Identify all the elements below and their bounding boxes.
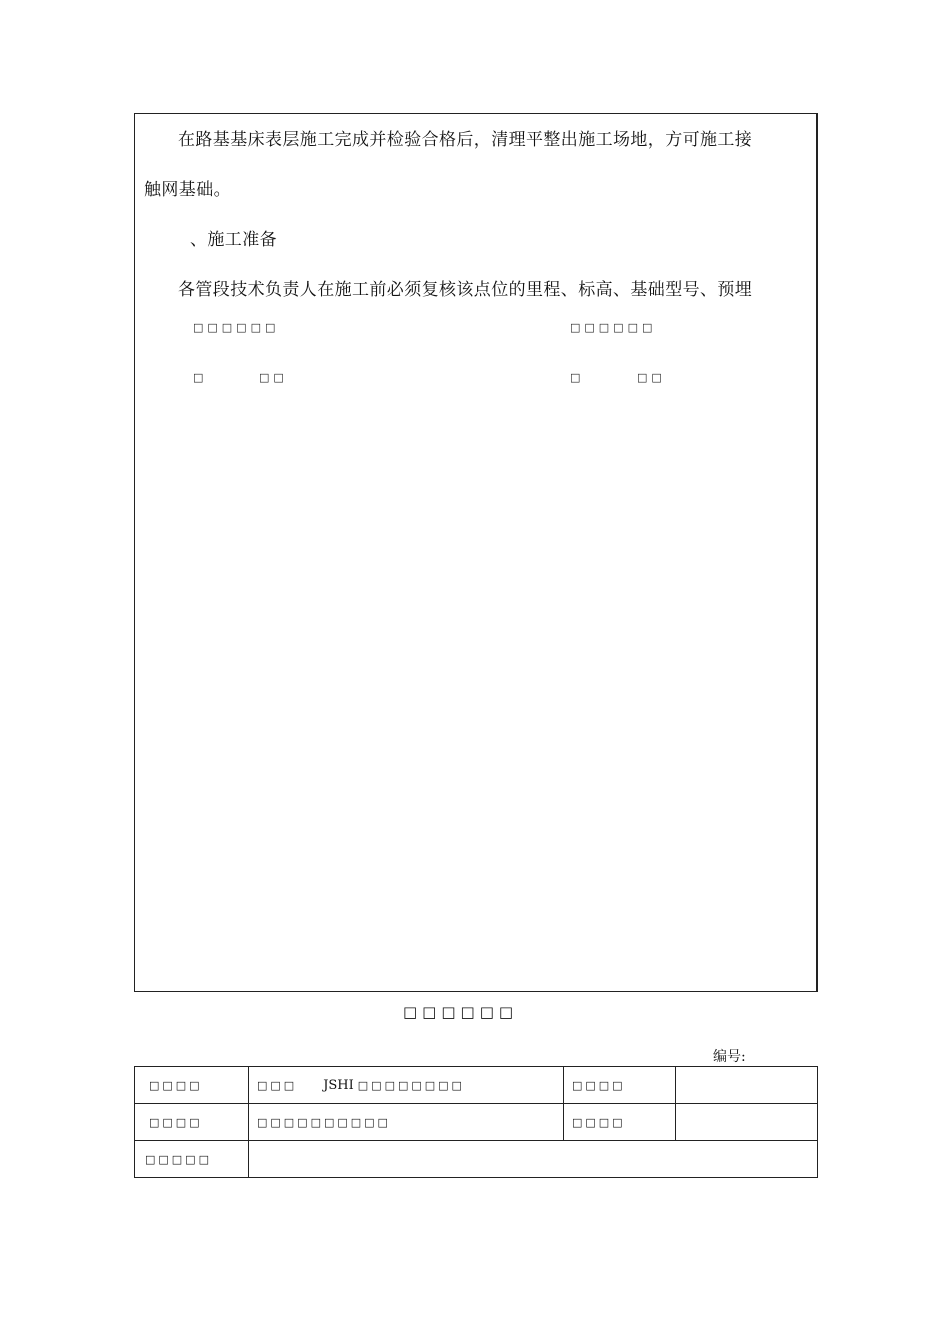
row1-label-2: □□□□ (564, 1067, 676, 1104)
row3-label: □□□□□ (135, 1141, 249, 1178)
form-title: □□□□□□ (403, 1003, 519, 1021)
row1-label: □□□□ (135, 1067, 249, 1104)
info-table (134, 1066, 818, 1178)
form-number-label: 编号: (713, 1049, 746, 1065)
table-row (135, 1067, 818, 1104)
section-heading: 、施工准备 (190, 230, 277, 250)
paragraph-1-line-2: 触网基础。 (144, 180, 231, 200)
row1-value-prefix: □□□ (257, 1078, 298, 1092)
row2-label: □□□□ (135, 1104, 249, 1141)
row1-value-suffix: □□□□□□□□ (357, 1078, 465, 1092)
row3-value (249, 1141, 818, 1178)
sign-left-date-b: □□ (259, 371, 288, 384)
sign-left-date-a: □ (193, 371, 208, 384)
row2-label-2: □□□□ (564, 1104, 676, 1141)
frame-right-border (816, 113, 818, 992)
row1-value-2 (676, 1067, 818, 1104)
row1-value-code: JSHI (323, 1077, 354, 1093)
paragraph-2-line-1: 各管段技术负责人在施工前必须复核该点位的里程、标高、基础型号、预埋 (178, 280, 753, 300)
row2-value-2 (676, 1104, 818, 1141)
table-row (135, 1141, 818, 1178)
row1-value (249, 1067, 564, 1104)
sign-left-label: □□□□□□ (193, 321, 280, 334)
table-row (135, 1104, 818, 1141)
sign-right-date-a: □ (570, 371, 585, 384)
sign-right-date-b: □□ (637, 371, 666, 384)
sign-right-label: □□□□□□ (570, 321, 657, 334)
row2-value: □□□□□□□□□□ (249, 1104, 564, 1141)
paragraph-1-line-1: 在路基基床表层施工完成并检验合格后，清理平整出施工场地，方可施工接 (178, 130, 753, 150)
